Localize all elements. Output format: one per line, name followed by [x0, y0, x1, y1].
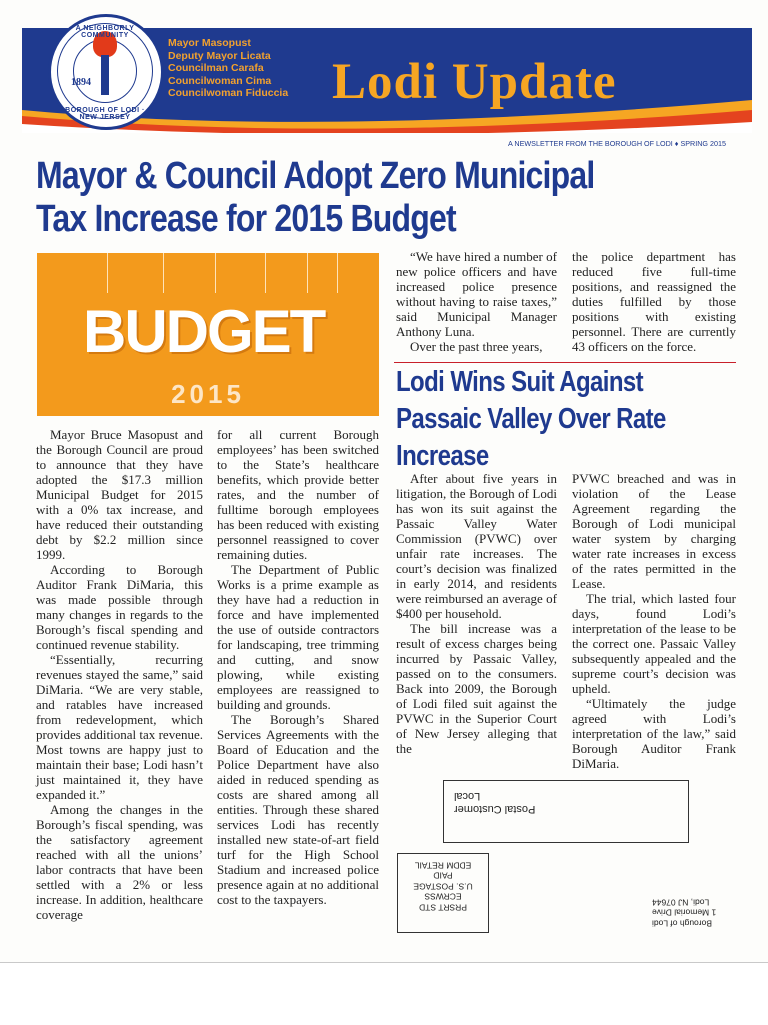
article1-col4-para: the police department has reduced five full-time positions, and reassigned the duties fulfilled by those positions with existing personnel. There are currently 43 officers on the force.: [572, 249, 736, 354]
article1-col1-para: “Essentially, recurring revenues stayed the same,” said DiMaria. “We are very stable, and ratables have increased from redevelopment, which provides additional tax revenue. Most towns are happy just to maintain their base; Lodi hasn’t just maintained it, they have expanded it.”: [36, 652, 203, 802]
article1-column3: [396, 249, 557, 354]
recipient-line2: Local: [454, 790, 481, 802]
indicia-line: PAID: [433, 871, 453, 881]
budget-image: [37, 253, 379, 416]
official-councilwoman-cima: Councilwoman Cima: [168, 74, 272, 87]
article2-col1-para: The bill increase was a result of excess charges being incurred by Passaic Valley, passed on to the consumers. Back into 2009, the Borough of Lodi filed suit against the PVWC in the Superior Court of New Jersey alleging that the: [396, 621, 557, 756]
torch-icon: [101, 55, 109, 95]
article1-column2: [217, 427, 379, 907]
indicia-line: ECRWSS: [424, 892, 462, 902]
indicia-line: U.S. POSTAGE: [413, 881, 473, 892]
article1-col1-para: Among the changes in the Borough’s fiscal spending, was the satisfactory agreement reached with all the unions’ labor contracts that have been settled with a 2% or less increase. In addition, healthcare coverage: [36, 802, 203, 922]
article2-headline-line3: Increase: [396, 440, 489, 472]
return-address-line: Borough of Lodi: [652, 918, 713, 929]
seal-year: 1894: [71, 77, 91, 88]
seal-top-text: A NEIGHBORLY COMMUNITY: [75, 25, 135, 39]
article2-col2-para: The trial, which lasted four days, found Lodi’s interpretation of the lease to be the correct one. Passaic Valley subsequently appealed and the supreme court’s decision was upheld.: [572, 591, 736, 696]
recipient-line1: Postal Customer: [454, 803, 536, 815]
postage-indicia: [397, 853, 489, 933]
article1-col1-para: According to Borough Auditor Frank DiMaria, this was made possible through many changes in regards to the Borough’s fiscal spending and continued revenue stability.: [36, 562, 203, 652]
article2-headline-line2: Passaic Valley Over Rate: [396, 403, 666, 435]
official-mayor: Mayor Masopust: [168, 37, 251, 49]
article1-column1: [36, 427, 203, 922]
article1-col2-para: for all current Borough employees’ has been switched to the State’s healthcare benefits, which provide better rates, and the number of fulltime borough employees has been reduced with existing personnel reassigned to cover remaining duties.: [217, 427, 379, 562]
article1-column4: [572, 249, 736, 354]
article2-headline-line1: Lodi Wins Suit Against: [396, 366, 644, 398]
officials-list: [168, 37, 288, 100]
section-divider: [394, 362, 736, 363]
mailing-recipient: [454, 789, 674, 815]
return-address: [652, 897, 756, 937]
indicia-line: PRSRT STD: [419, 902, 467, 913]
borough-seal: [48, 14, 164, 130]
mailing-label-box: [443, 780, 689, 843]
article1-headline-line1: Mayor & Council Adopt Zero Municipal: [36, 153, 595, 197]
article1-col2-para: The Borough’s Shared Services Agreements with the Board of Education and the Police Department have also aided in reduced spending as costs are shared among all entities. Through these shared services Lodi has recently installed new state-of-art field turf for the High School Stadium and increased police presence again at no additional cost to the taxpayers.: [217, 712, 379, 907]
article2-col2-para: “Ultimately the judge agreed with Lodi’s interpretation of the law,” said Borough Auditor Frank DiMaria.: [572, 696, 736, 771]
return-address-line: Lodi, NJ 07644: [652, 897, 710, 908]
article2-col1-para: After about five years in litigation, the Borough of Lodi has won its suit against the Passaic Valley Water Commission (PVWC) over unfair rate increases. The court’s decision was finalized in early 2014, and residents were reimbursed an average of $400 per household.: [396, 471, 557, 621]
newsletter-tagline: A NEWSLETTER FROM THE BOROUGH OF LODI ♦ SPRING 2015: [508, 139, 727, 148]
official-councilwoman-fiduccia: Councilwoman Fiduccia: [168, 87, 289, 99]
article1-headline-line2: Tax Increase for 2015 Budget: [36, 196, 456, 240]
official-councilman: Councilman Carafa: [168, 62, 264, 74]
article1-col2-para: The Department of Public Works is a prime example as they have had a reduction in force and have implemented the use of outside contractors for landscaping, tree trimming and cutting, and snow plowing, while existing employees are reassigned to building and grounds.: [217, 562, 379, 712]
budget-year: 2015: [171, 379, 245, 409]
article1-col1-para: Mayor Bruce Masopust and the Borough Council are proud to announce that they have adopted the $17.3 million Municipal Budget for 2015 with a 0% tax increase, and have reduced their outstanding debt by $2.2 million since 1999.: [36, 427, 203, 562]
return-address-line: 1 Memorial Drive: [652, 908, 717, 918]
article2-col2-para: PVWC breached and was in violation of the Lease Agreement regarding the Borough of Lodi municipal water system by charging water rate increases in excess of the rates permitted in the Lease.: [572, 471, 736, 591]
seal-bottom-text: BOROUGH OF LODI · NEW JERSEY: [65, 107, 145, 121]
indicia-text: [398, 860, 488, 913]
article2-column1: [396, 471, 557, 756]
official-deputy-mayor: Deputy Mayor Licata: [168, 49, 271, 62]
indicia-line: EDDM RETAIL: [414, 860, 472, 871]
budget-word: BUDGET: [83, 298, 325, 365]
article1-col3-para: “We have hired a number of new police officers and have increased police presence without having to raise taxes,” said Municipal Manager Anthony Luna.: [396, 249, 557, 339]
scan-margin: [0, 962, 768, 1025]
article2-column2: [572, 471, 736, 771]
article1-col3-para: Over the past three years,: [410, 339, 543, 354]
return-address-text: [652, 897, 756, 929]
newsletter-title: Lodi Update: [332, 54, 617, 110]
